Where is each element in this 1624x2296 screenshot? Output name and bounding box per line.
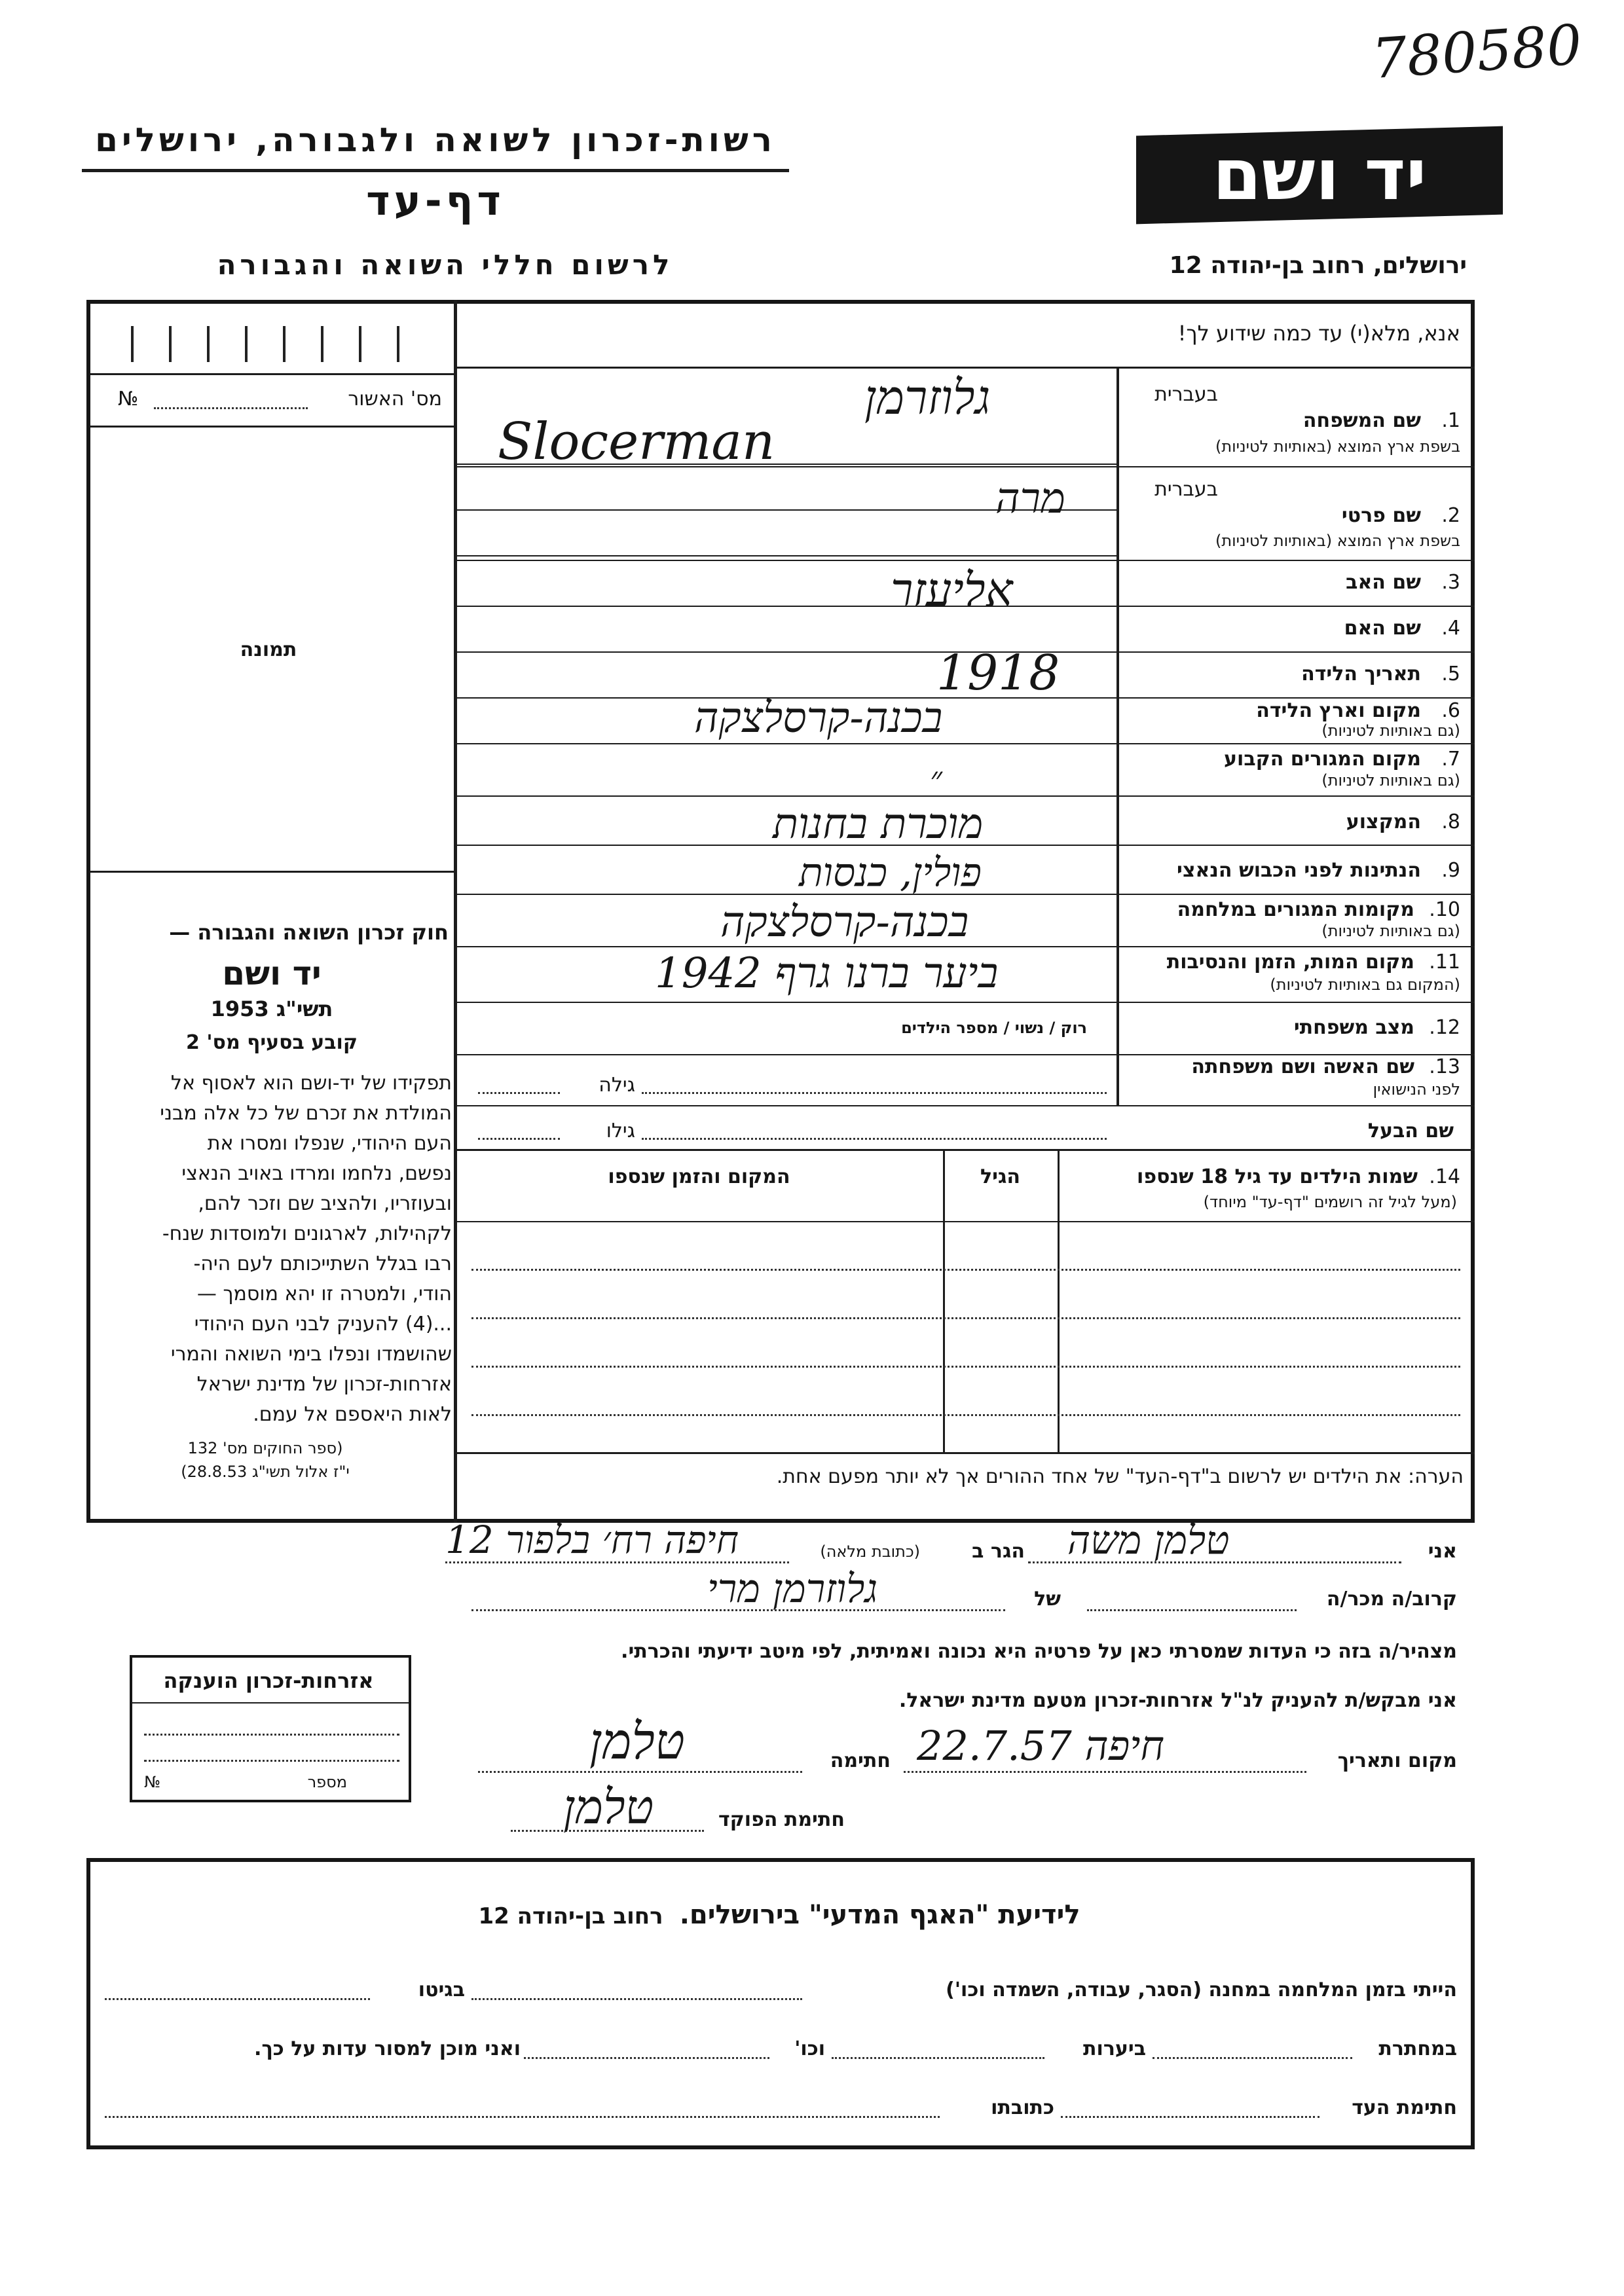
declaration-statement: מצהיר/ה בזה כי העדות שמסרתי כאן על פרטיה היא נכונה ואמיתית, לפי מיטב ידיעתי והכרתי.	[621, 1640, 1457, 1663]
law-line: נפשם, נלחמו ומרדו באויב הנאצי	[181, 1162, 452, 1185]
field-7-num: 7.	[1441, 748, 1460, 771]
law-line: העם היהודי, שנפלו ומסרו את	[207, 1132, 452, 1155]
children-place-column: המקום והזמן שנספו	[608, 1165, 790, 1188]
children-note: הערה: את הילדים יש לרשום ב"דף-העד" של אחד ההורים אך לא יותר מפעם אחת.	[776, 1465, 1464, 1488]
instruction-rule	[457, 367, 1475, 369]
field-1-value-hebrew[interactable]: גלוזרמן	[864, 370, 991, 425]
signature[interactable]: טלמן	[589, 1712, 685, 1770]
field-7-value[interactable]: ״	[930, 759, 942, 797]
children-row-line[interactable]	[471, 1269, 1460, 1271]
logo-text: יד ושם	[1212, 134, 1427, 216]
field-1-num: 1.	[1441, 409, 1460, 432]
wife-age-field[interactable]	[478, 1092, 560, 1094]
row-rule	[457, 555, 1116, 556]
law-name: יד ושם	[222, 955, 322, 993]
field-8-label: המקצוע	[1346, 811, 1421, 833]
place-date-label: מקום ותאריך	[1337, 1749, 1457, 1772]
children-row-line[interactable]	[471, 1414, 1460, 1416]
witness-address[interactable]: חיפה רח׳ בלפור 12	[445, 1518, 739, 1562]
citizenship-number-no: №	[144, 1773, 160, 1791]
field-9-num: 9.	[1441, 859, 1460, 882]
declaration-i-label: אני	[1428, 1540, 1457, 1563]
relative-line[interactable]	[1087, 1609, 1297, 1611]
citizenship-number-label: מספר	[307, 1773, 347, 1791]
approval-number-field[interactable]	[154, 407, 308, 409]
field-9-value[interactable]: פולין, כנסות	[799, 850, 982, 896]
footer-line-2-c: וכו'	[794, 2037, 825, 2060]
field-12-num: 12.	[1429, 1016, 1460, 1039]
field-14-label: שמות הילדים עד גיל 18 שנספו	[1137, 1165, 1418, 1188]
wife-age-label: גילה	[599, 1074, 635, 1097]
residing-label: הגר ב	[972, 1540, 1025, 1563]
husband-label: שם הבעל	[1367, 1120, 1454, 1142]
field-11-num: 11.	[1429, 951, 1460, 974]
footer-forests-line[interactable]	[832, 2057, 1044, 2059]
place-date-line[interactable]	[904, 1771, 1306, 1773]
field-1-value-latin[interactable]: Slocerman	[498, 412, 775, 471]
children-header-rule	[457, 1221, 1475, 1222]
footer-line-3-a: חתימת העד	[1352, 2096, 1457, 2119]
law-line: המולדת את זכרם של כל אלה מבני	[160, 1102, 452, 1125]
header-address: ירושלים, רחוב בן-יהודה 12	[1169, 252, 1467, 279]
witness-name[interactable]: טלמן משה	[1067, 1518, 1230, 1563]
signature-line[interactable]	[478, 1771, 802, 1773]
place-date[interactable]: חיפה 22.7.57	[917, 1722, 1165, 1770]
field-8-value[interactable]: מוכרת בחנות	[773, 800, 984, 848]
footer-etc-line[interactable]	[524, 2057, 769, 2059]
law-heading: חוק זכרון השואה והגבורה —	[169, 920, 449, 945]
official-signature[interactable]: טלמן	[563, 1779, 654, 1834]
law-year-row	[95, 996, 449, 1021]
field-7-sub: (גם באותיות לטיניות)	[1321, 771, 1460, 790]
hebrew-label: בעברית	[1154, 383, 1218, 406]
declaration-request: אני מבקש/ת להעניק לנ"ל אזרחות-זכרון מטעם מדינת ישראל.	[898, 1689, 1457, 1712]
footer-witness-signature-line[interactable]	[1061, 2116, 1320, 2118]
children-col-divider	[1058, 1151, 1060, 1452]
law-line: ובעוזריו, ולהציב שם וזכר להם,	[198, 1192, 452, 1215]
footer-witness-address-line[interactable]	[105, 2116, 940, 2118]
field-11-sub: (המקום גם באותיות לטיניות)	[1270, 975, 1460, 994]
footer-line-2-b: ביערות	[1083, 2037, 1146, 2060]
instructions: אנא, מלא(י) עד כמה שידוע לך!	[1177, 321, 1460, 346]
row-rule	[457, 1149, 1475, 1151]
label-column-divider	[1116, 367, 1119, 1106]
approval-rule	[90, 426, 454, 428]
row-rule	[457, 560, 1475, 561]
law-line: ...(4) להעניק לבני העם היהודי	[194, 1313, 452, 1336]
form-title: דף-עד	[366, 177, 505, 225]
citizenship-line[interactable]	[144, 1760, 399, 1762]
children-row-line[interactable]	[471, 1317, 1460, 1319]
field-10-label: מקומות המגורים במלחמה	[1177, 898, 1414, 921]
tick-marks	[131, 326, 406, 362]
footer-line-2-a: במחתרת	[1378, 2037, 1457, 2060]
full-address-label: (כתובת מלאה)	[820, 1542, 920, 1561]
field-3-num: 3.	[1441, 571, 1460, 594]
law-line: רבו בגלל השתייכותם לעם היה-	[193, 1252, 452, 1275]
law-clause: קובע בסעיף מס' 2	[186, 1031, 358, 1054]
field-3-value[interactable]: אליעזר	[891, 563, 1013, 617]
field-5-num: 5.	[1441, 663, 1460, 685]
citizenship-title-rule	[132, 1702, 409, 1704]
field-5-value[interactable]: 1918	[936, 645, 1060, 701]
field-2-value-hebrew[interactable]: מרה	[995, 475, 1065, 523]
children-age-column: הגיל	[980, 1165, 1020, 1188]
field-5-label: תאריך הלידה	[1301, 663, 1421, 685]
field-14-num: 14.	[1429, 1165, 1460, 1188]
footer-heading: לידיעת "האגף המדעי" בירושלים.	[679, 1900, 1080, 1930]
law-line: תפקידו של יד-ושם הוא לאסוף אל	[170, 1072, 452, 1095]
citizenship-title: אזרחות-זכרון הוענקה	[163, 1668, 374, 1693]
field-3-label: שם האב	[1346, 571, 1421, 594]
field-12-label: מצב משפחתי	[1293, 1016, 1414, 1039]
footer-line-1-a: הייתי בזמן המלחמה במחנה (הסגר, עבודה, השמדה וכו')	[946, 1978, 1457, 2001]
field-6-label: מקום וארץ הלידה	[1256, 699, 1421, 722]
field-9-label: הנתינות לפני הכבוש הנאצי	[1177, 859, 1421, 882]
children-bottom-rule	[457, 1452, 1475, 1454]
header-rule	[82, 169, 789, 172]
authority-title: רשות-זכרון לשואה ולגבורה, ירושלים	[95, 121, 776, 159]
field-2-num: 2.	[1441, 504, 1460, 527]
footer-line-2-d: ואני מוכן למסור עדות על כך.	[254, 2037, 521, 2060]
field-13-sub: לפני הנישואין	[1373, 1080, 1460, 1099]
law-source-1: (ספר החוקים מס' 132	[187, 1439, 343, 1457]
field-14-sub: (מעל לגיל זה רושמים "דף-עד" מיוחד)	[1203, 1193, 1457, 1211]
footer-line-1-b: בגיטו	[418, 1978, 465, 2001]
children-row-line[interactable]	[471, 1366, 1460, 1368]
field-11-value[interactable]: ביער ברנו גרף 1942	[655, 949, 999, 998]
photo-bottom-rule	[90, 871, 454, 873]
field-11-label: מקום המות, הזמן והנסיבות	[1166, 951, 1414, 974]
field-4-num: 4.	[1441, 617, 1460, 640]
field-10-sub: (גם באותיות לטיניות)	[1321, 922, 1460, 940]
hebrew-label: בעברית	[1154, 478, 1218, 501]
law-body	[95, 1068, 452, 1430]
husband-name-field[interactable]	[642, 1138, 1107, 1140]
field-10-num: 10.	[1429, 898, 1460, 921]
field-6-value[interactable]: בכנה-קרסלצקה	[694, 694, 943, 742]
field-13-num: 13.	[1429, 1055, 1460, 1078]
law-line: אזרחות-זכרון של מדינת ישראל	[196, 1373, 452, 1396]
approval-number-label: מס' האשור	[348, 388, 442, 410]
footer-camp-line[interactable]	[471, 1998, 802, 2000]
top-left-rule	[90, 373, 454, 375]
form-subtitle: לרשום חללי השואה והגבורה	[217, 249, 674, 281]
footer-line-3-b: כתובתו	[991, 2096, 1054, 2119]
row-rule	[457, 743, 1475, 744]
photo-area[interactable]	[92, 429, 452, 867]
husband-age-field[interactable]	[478, 1138, 560, 1140]
law-line: לקהילות, לארגונים ולמוסדות שנח-	[162, 1222, 452, 1245]
origin-lang-label: בשפת ארץ המוצא (באותיות לטיניות)	[1215, 532, 1460, 550]
row-rule	[457, 1002, 1475, 1003]
field-10-value[interactable]: בכנה-קרסלצקה	[720, 898, 969, 947]
field-8-num: 8.	[1441, 811, 1460, 833]
footer-underground-line[interactable]	[1153, 2057, 1352, 2059]
signature-label: חתימה	[830, 1749, 891, 1772]
row-rule	[457, 1105, 1475, 1106]
field-4-label: שם האם	[1344, 617, 1421, 640]
law-line: הודי, ולמטרה זו יהא מוסמך —	[196, 1283, 452, 1305]
footer-address: רחוב בן-יהודה 12	[478, 1903, 663, 1929]
photo-label: תמונה	[240, 638, 297, 661]
footer-heading-row	[92, 1900, 1467, 1930]
approval-number-no: №	[118, 388, 139, 410]
law-source-2: י"ז אלול תשי"ג 28.8.53)	[181, 1463, 350, 1481]
record-number: 780580	[1369, 12, 1584, 92]
field-13-label: שם האשה ושם משפחתה	[1191, 1055, 1414, 1078]
field-1-label: שם המשפחה	[1302, 409, 1421, 432]
law-year: 1953	[210, 996, 269, 1021]
law-year-hebrew: תשי"ג	[276, 996, 333, 1021]
of-label: של	[1034, 1588, 1061, 1611]
relative-label: קרוב/ה מכר/ה	[1326, 1588, 1457, 1611]
law-line: לאות היאספם אל עמם.	[253, 1403, 452, 1426]
footer-ghetto-line[interactable]	[105, 1998, 370, 2000]
origin-lang-label: בשפת ארץ המוצא (באותיות לטיניות)	[1215, 437, 1460, 456]
children-col-divider	[943, 1151, 945, 1452]
relative-of[interactable]: גלוזרמן מרי	[707, 1566, 878, 1612]
row-rule	[457, 795, 1475, 797]
left-column-divider	[454, 300, 457, 1523]
field-6-num: 6.	[1441, 699, 1460, 722]
official-signature-label: חתימת הפוקד	[718, 1808, 845, 1831]
husband-age-label: גילו	[606, 1120, 635, 1142]
field-7-label: מקום המגורים הקבוע	[1224, 748, 1421, 771]
field-6-sub: (גם באותיות לטיניות)	[1321, 721, 1460, 740]
field-12-options: רוק / נשוי / מספר הילדים	[901, 1019, 1087, 1037]
wife-name-field[interactable]	[642, 1092, 1107, 1094]
citizenship-line[interactable]	[144, 1734, 399, 1736]
field-2-label: שם פרטי	[1341, 504, 1421, 527]
law-line: שהושמדו ונפלו בימי השואה והמרי	[170, 1343, 452, 1366]
